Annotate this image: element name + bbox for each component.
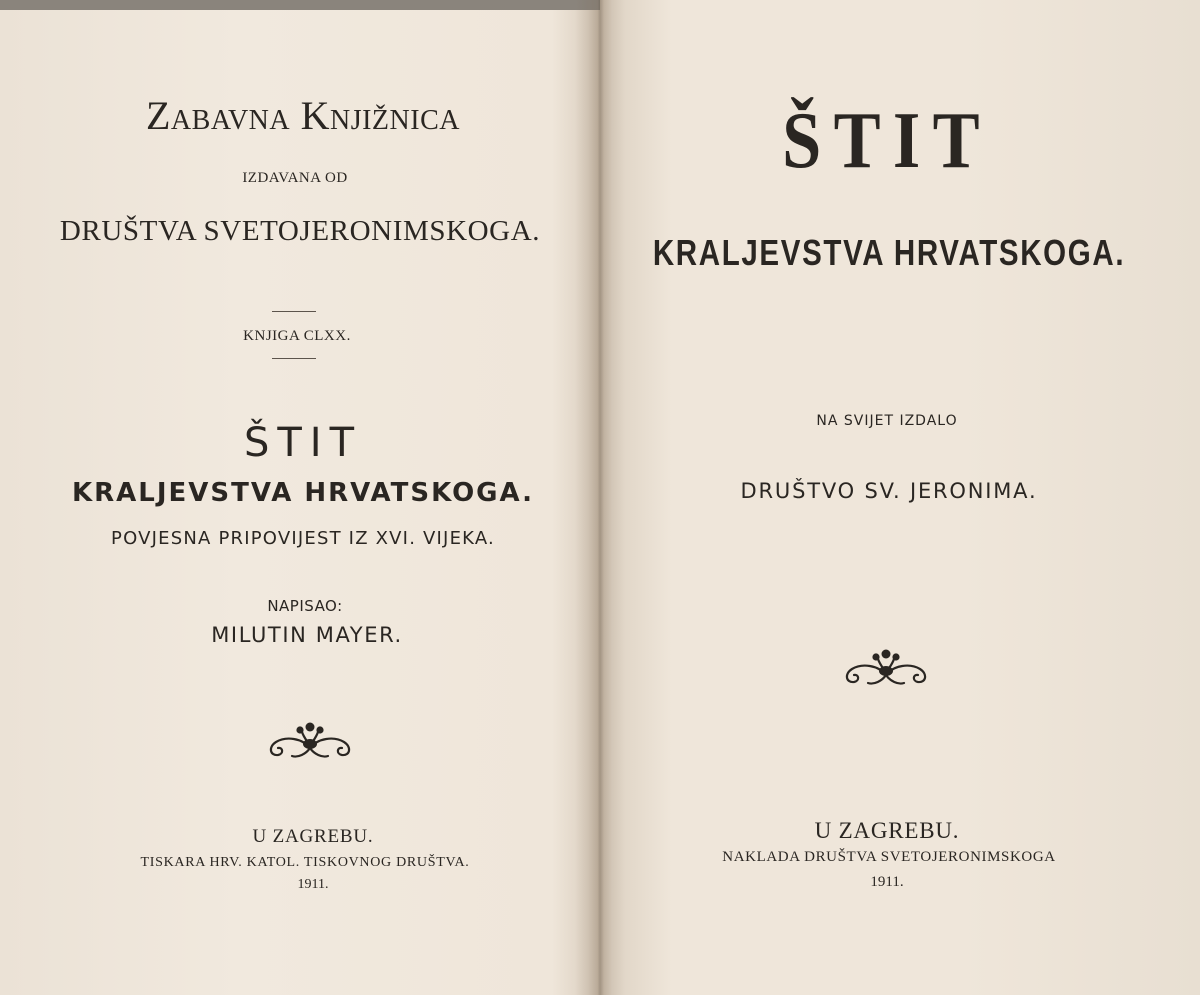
floral-ornament-icon [838,645,934,689]
publisher: DRUŠTVO SV. JERONIMA. [740,479,1038,503]
book-description: POVJESNA PRIPOVIJEST IZ XVI. VIJEKA. [111,528,495,549]
floral-ornament-icon [262,718,358,762]
printer: TISKARA HRV. KATOL. TISKOVNOG DRUŠTVA. [140,855,470,870]
divider-bottom [272,358,316,359]
place: U ZAGREBU. [814,818,960,843]
book-title: ŠTIT [782,97,992,185]
book-title: ŠTIT [243,420,363,466]
author-name: MILUTIN MAYER. [211,623,403,647]
published-by: IZDAVANA OD [242,170,348,186]
imprint: NAKLADA DRUŠTVA SVETOJERONIMSKOGA [722,849,1056,865]
society-name: DRUŠTVA SVETOJERONIMSKOGA. [59,215,541,247]
place: U ZAGREBU. [252,826,374,847]
right-page [590,0,1200,995]
year: 1911. [297,877,329,892]
divider-top [272,311,316,312]
series-title: Zabavna Knjižnica [146,93,460,138]
volume-number: KNJIGA CLXX. [243,328,351,344]
book-subtitle: KRALJEVSTVA HRVATSKOGA. [652,232,1126,273]
author-label: NAPISAO: [267,597,343,615]
left-page [0,0,590,995]
published-label: NA SVIJET IZDALO [816,413,958,429]
year: 1911. [870,874,904,890]
book-subtitle: KRALJEVSTVA HRVATSKOGA. [71,478,534,508]
